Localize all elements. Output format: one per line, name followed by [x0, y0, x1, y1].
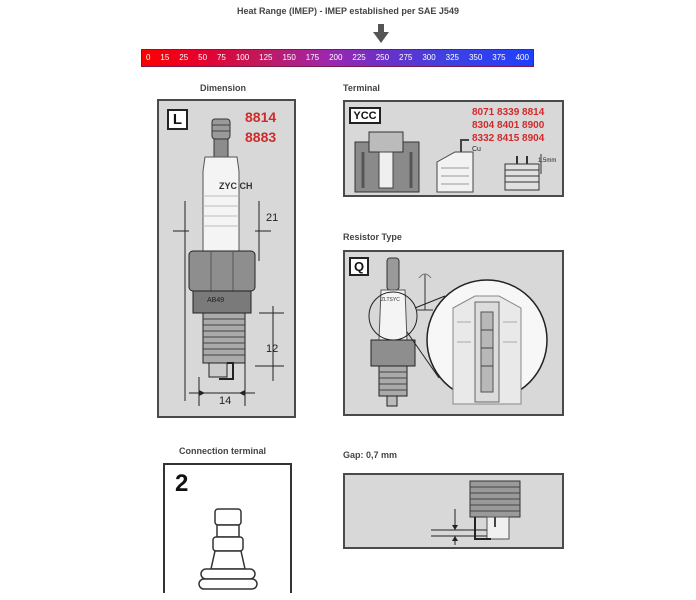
- terminal-numbers-row-1: 8071 8339 8814: [472, 107, 545, 118]
- heat-range-tick: 75: [216, 53, 226, 62]
- heat-range-scale: [141, 49, 534, 67]
- heat-range-tick: 400: [515, 53, 529, 62]
- heat-range-tick: 15: [160, 53, 170, 62]
- dimension-14-label: 14: [219, 395, 232, 407]
- heat-range-tick: 350: [468, 53, 483, 62]
- spark-plug-dimension-drawing: [159, 101, 294, 416]
- heat-range-tick: 275: [399, 53, 413, 62]
- terminal-panel: [343, 100, 564, 197]
- heat-range-tick: 325: [445, 53, 460, 62]
- heat-range-tick: 300: [422, 53, 436, 62]
- heat-range-tick: 150: [282, 53, 296, 62]
- terminal-numbers-row-3: 8332 8415 8904: [472, 133, 545, 144]
- dimension-number-1: 8814: [245, 109, 277, 125]
- dimension-heading: Dimension: [200, 83, 247, 93]
- hex-marking-text: AB49: [207, 297, 225, 304]
- terminal-cu-label: Cu: [472, 146, 481, 153]
- terminal-gap-label: 1.5mm: [538, 158, 557, 164]
- heat-range-tick: 200: [329, 53, 343, 62]
- heat-range-tick: 100: [235, 53, 250, 62]
- dimension-number-2: 8883: [245, 129, 277, 145]
- terminal-electrode-drawings: [345, 102, 562, 195]
- heat-range-tick: 175: [305, 53, 320, 62]
- dimension-12-label: 12: [266, 343, 279, 355]
- heat-range-tick: 125: [259, 53, 273, 62]
- terminal-code-box: YCC: [349, 107, 381, 124]
- resistor-code-box: Q: [349, 257, 369, 276]
- heat-range-tick: 0: [146, 53, 151, 62]
- gap-heading: Gap: 0,7 mm: [343, 450, 398, 460]
- dimension-21-label: 21: [266, 212, 279, 224]
- terminal-heading: Terminal: [343, 83, 380, 93]
- heat-range-tick: 225: [352, 53, 366, 62]
- gap-panel: [343, 473, 564, 549]
- heat-range-title: Heat Range (IMEP) - IMEP established per SAE J549: [237, 6, 459, 16]
- plug-brand-text: ZYC CH: [219, 181, 253, 191]
- heat-range-tick: 250: [375, 53, 390, 62]
- connection-terminal-drawing: [165, 465, 290, 593]
- resistor-plug-text: ZLTSYC: [381, 297, 400, 303]
- gap-electrode-drawing: [345, 475, 562, 547]
- connection-panel: [163, 463, 292, 593]
- dimension-panel: [157, 99, 296, 418]
- heat-range-tick: 25: [179, 53, 189, 62]
- resistor-panel: [343, 250, 564, 416]
- heat-range-tick: 375: [492, 53, 506, 62]
- connection-code: 2: [175, 470, 189, 497]
- resistor-heading: Resistor Type: [343, 232, 402, 242]
- connection-heading: Connection terminal: [179, 446, 267, 456]
- heat-range-tick: 50: [198, 53, 208, 62]
- terminal-numbers-row-2: 8304 8401 8900: [472, 120, 545, 131]
- dimension-code-box: L: [167, 109, 188, 130]
- resistor-plug-drawing: [345, 252, 562, 414]
- indicator-arrow-icon: [372, 24, 390, 44]
